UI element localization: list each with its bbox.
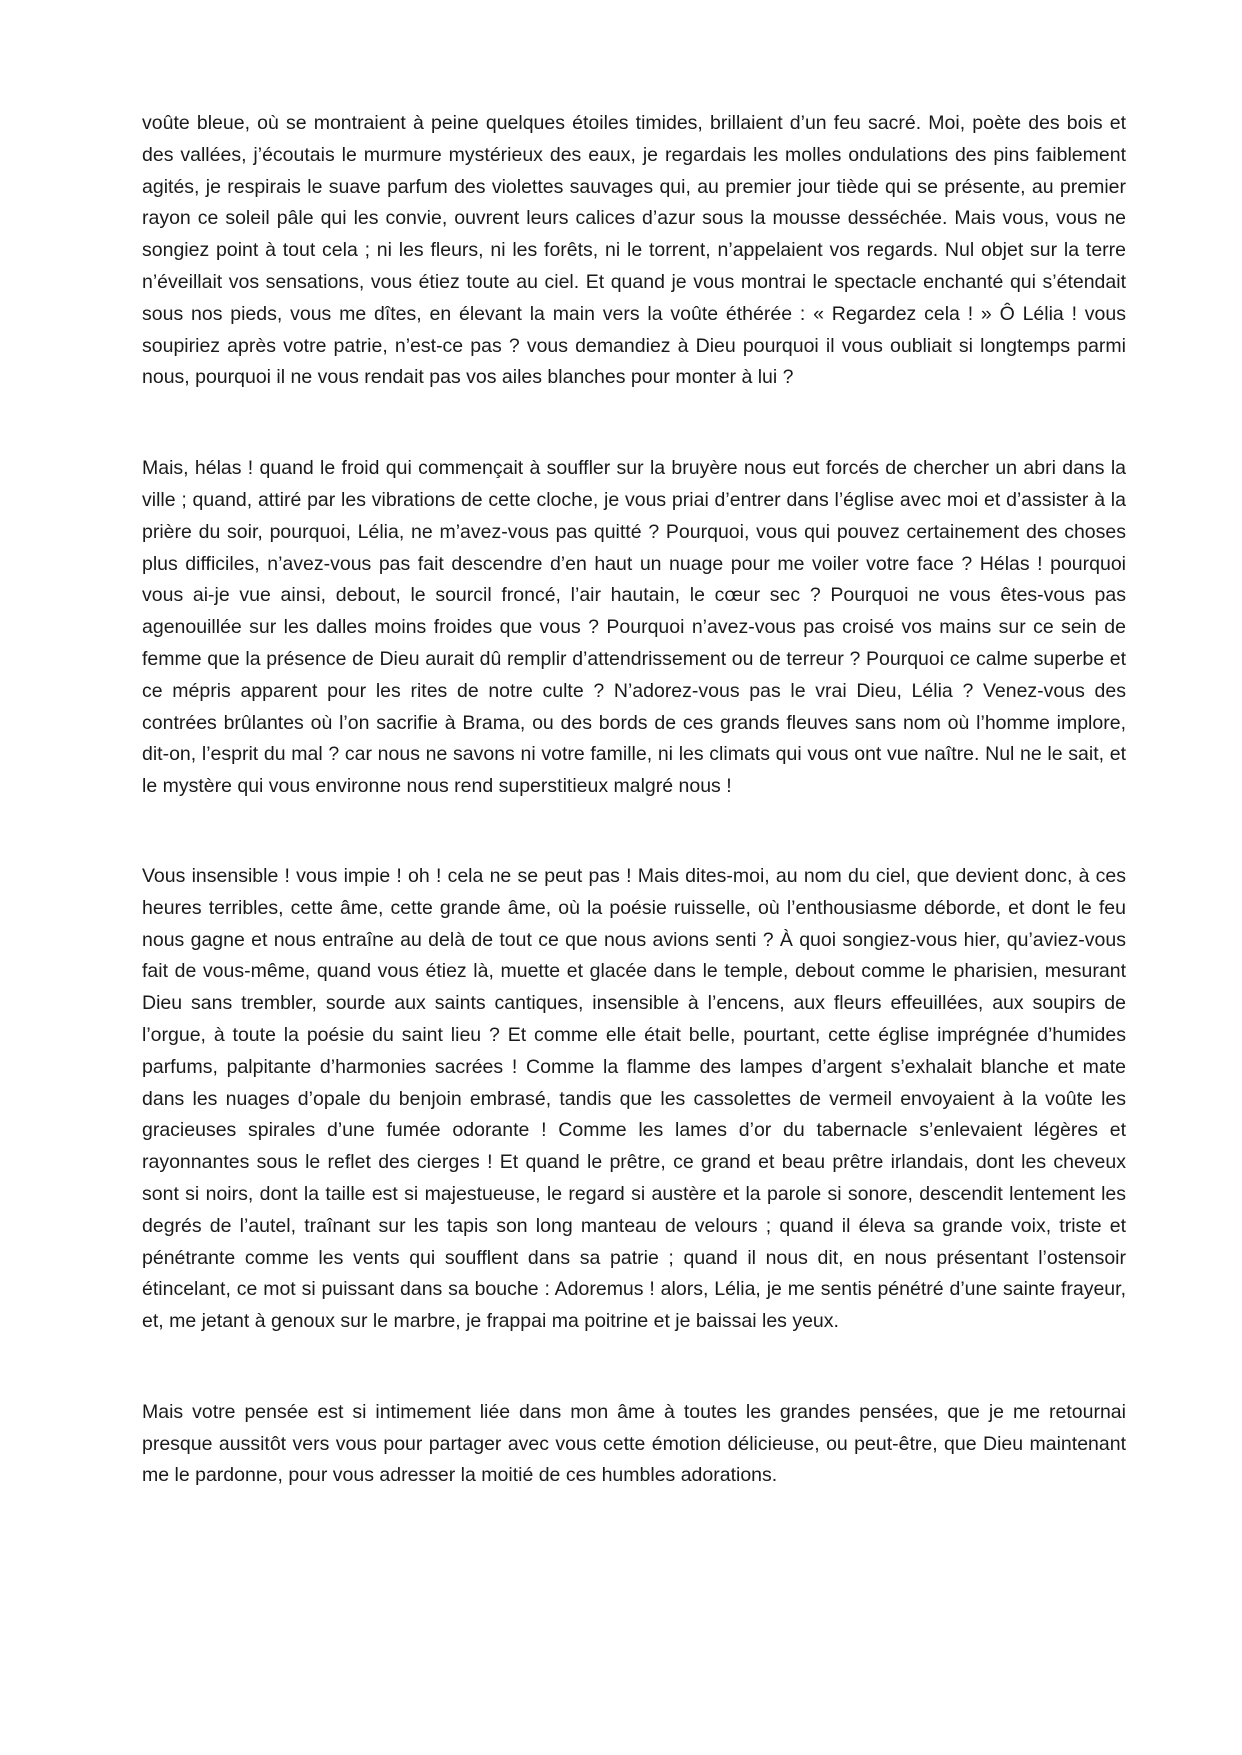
paragraph-2: Mais, hélas ! quand le froid qui commençait à souffler sur la bruyère nous eut forcés de chercher un abri dans la ville ; quand, attiré par les vibrations de cette cloche, je vous priai d’entrer dans l’église avec moi et d’assister à la prière du soir, pourquoi, Lélia, ne m’avez-vous pas quitté ? Pourquoi, vous qui pouvez certainement des choses plus difficiles, n’avez-vous pas fait descendre d’en haut un nuage pour me voiler votre face ? Hélas ! pourquoi vous ai-je vue ainsi, debout, le sourcil froncé, l’air hautain, le cœur sec ? Pourquoi ne vous êtes-vous pas agenouillée sur les dalles moins froides que vous ? Pourquoi n’avez-vous pas croisé vos mains sur ce sein de femme que la présence de Dieu aurait dû remplir d’attendrissement ou de terreur ? Pourquoi ce calme superbe et ce mépris apparent pour les rites de notre culte ? N’adorez-vous pas le vrai Dieu, Lélia ? Venez-vous des contrées brûlantes où l’on sacrifie à Brama, ou des bords de ces grands fleuves sans nom où l’homme implore, dit-on, l’esprit du mal ? car nous ne savons ni votre famille, ni les climats qui vous ont vue naître. Nul ne le sait, et le mystère qui vous environne nous rend superstitieux malgré nous !: [142, 457, 1126, 798]
paragraph-1: voûte bleue, où se montraient à peine quelques étoiles timides, brillaient d’un feu sacré. Moi, poète des bois et des vallées, j’écoutais le murmure mystérieux des eaux, je regardais les molles ondulations des pins faiblement agités, je respirais le suave parfum des violettes sauvages qui, au premier jour tiède qui se présente, au premier rayon ce soleil pâle qui les convie, ouvrent leurs calices d’azur sous la mousse desséchée. Mais vous, vous ne songiez point à tout cela ; ni les fleurs, ni les forêts, ni le torrent, n’appelaient vos regards. Nul objet sur la terre n’éveillait vos sensations, vous étiez toute au ciel. Et quand je vous montrai le spectacle enchanté qui s’étendait sous nos pieds, vous me dîtes, en élevant la main vers la voûte éthérée : « Regardez cela ! » Ô Lélia ! vous soupiriez après votre patrie, n’est-ce pas ? vous demandiez à Dieu pourquoi il vous oubliait si longtemps parmi nous, pourquoi il ne vous rendait pas vos ailes blanches pour monter à lui ?: [142, 112, 1126, 389]
text-body: [142, 108, 1126, 1492]
paragraph-3: Vous insensible ! vous impie ! oh ! cela ne se peut pas ! Mais dites-moi, au nom du ciel, que devient donc, à ces heures terribles, cette âme, cette grande âme, où la poésie ruisselle, où l’enthousiasme déborde, et dont le feu nous gagne et nous entraîne au delà de tout ce que nous avions senti ? À quoi songiez-vous hier, qu’aviez-vous fait de vous-même, quand vous étiez là, muette et glacée dans le temple, debout comme le pharisien, mesurant Dieu sans trembler, sourde aux saints cantiques, insensible à l’encens, aux fleurs effeuillées, aux soupirs de l’orgue, à toute la poésie du saint lieu ? Et comme elle était belle, pourtant, cette église imprégnée d’humides parfums, palpitante d’harmonies sacrées ! Comme la flamme des lampes d’argent s’exhalait blanche et mate dans les nuages d’opale du benjoin embrasé, tandis que les cassolettes de vermeil envoyaient à la voûte les gracieuses spirales d’une fumée odorante ! Comme les lames d’or du tabernacle s’enlevaient légères et rayonnantes sous le reflet des cierges ! Et quand le prêtre, ce grand et beau prêtre irlandais, dont les cheveux sont si noirs, dont la taille est si majestueuse, le regard si austère et la parole si sonore, descendit lentement les degrés de l’autel, traînant sur les tapis son long manteau de velours ; quand il éleva sa grande voix, triste et pénétrante comme les vents qui soufflent dans sa patrie ; quand il nous dit, en nous présentant l’ostensoir étincelant, ce mot si puissant dans sa bouche : Adoremus ! alors, Lélia, je me sentis pénétré d’une sainte frayeur, et, me jetant à genoux sur le marbre, je frappai ma poitrine et je baissai les yeux.: [142, 864, 1126, 1333]
paragraph-4: Mais votre pensée est si intimement liée dans mon âme à toutes les grandes pensées, que je me retournai presque aussitôt vers vous pour partager avec vous cette émotion délicieuse, ou peut-être, que Dieu maintenant me le pardonne, pour vous adresser la moitié de ces humbles adorations.: [142, 1400, 1126, 1487]
